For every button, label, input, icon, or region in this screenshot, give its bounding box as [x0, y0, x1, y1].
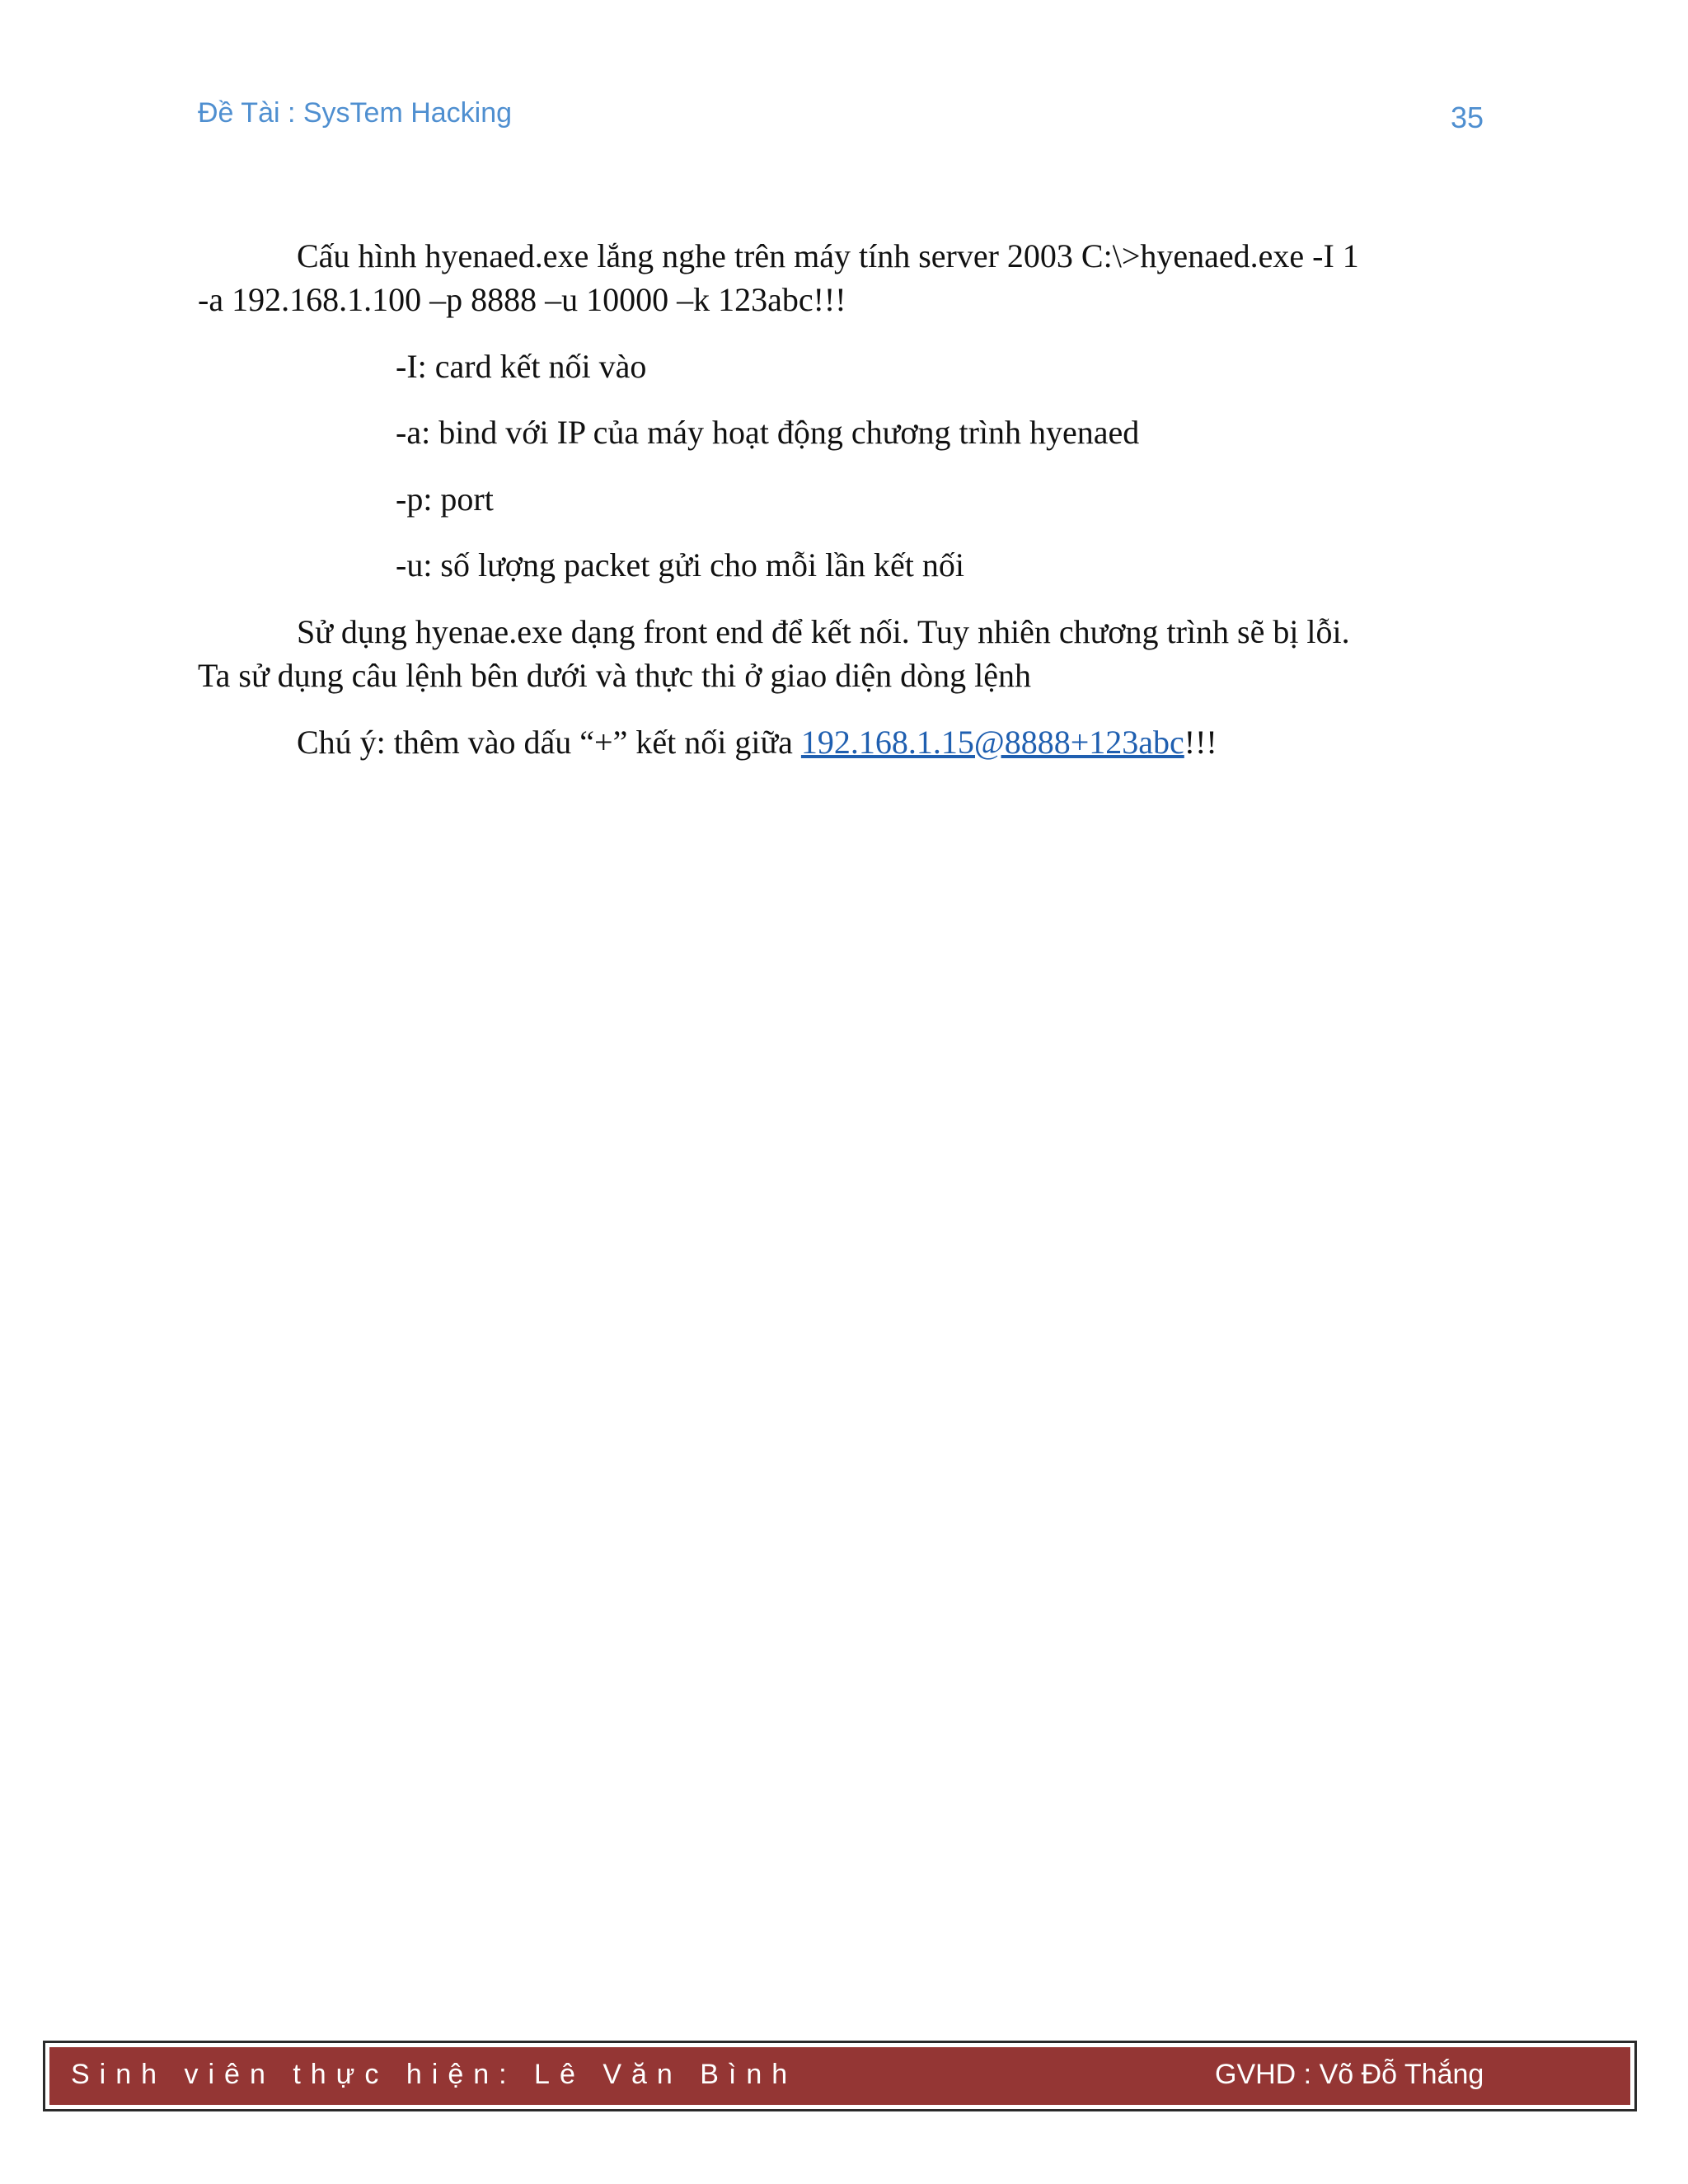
note-paragraph — [198, 720, 1582, 765]
option-item-port: -p: port — [396, 480, 494, 518]
paragraph-frontend-line2: Ta sử dụng câu lệnh bên dưới và thực thi ở giao diện dòng lệnh — [198, 657, 1031, 694]
paragraph-frontend-line1: Sử dụng hyenae.exe dạng front end để kết nối. Tuy nhiên chương trình sẽ bị lỗi. — [297, 613, 1350, 650]
note-suffix: !!! — [1184, 724, 1217, 761]
page-number: 35 — [1451, 101, 1484, 134]
option-item-packets: -u: số lượng packet gửi cho mỗi lần kết nối — [396, 546, 964, 583]
option-item-address: -a: bind với IP của máy hoạt động chương trình hyenaed — [396, 414, 1140, 451]
paragraph-config-line2: -a 192.168.1.100 –p 8888 –u 10000 –k 123abc!!! — [198, 281, 846, 318]
note-link[interactable]: 192.168.1.15@8888+123abc — [800, 724, 1184, 761]
footer-instructor: GVHD : Võ Đỗ Thắng — [1215, 2059, 1484, 2090]
header-title: Đề Tài : SysTem Hacking — [198, 97, 513, 129]
note-prefix: Chú ý: thêm vào dấu “+” kết nối giữa — [297, 724, 801, 761]
paragraph-config-line1: Cấu hình hyenaed.exe lắng nghe trên máy tính server 2003 C:\>hyenaed.exe -I 1 — [297, 237, 1359, 274]
footer-student: Sinh viên thực hiện: Lê Văn Bình — [71, 2059, 798, 2090]
option-item-interface: -I: card kết nối vào — [396, 348, 647, 385]
